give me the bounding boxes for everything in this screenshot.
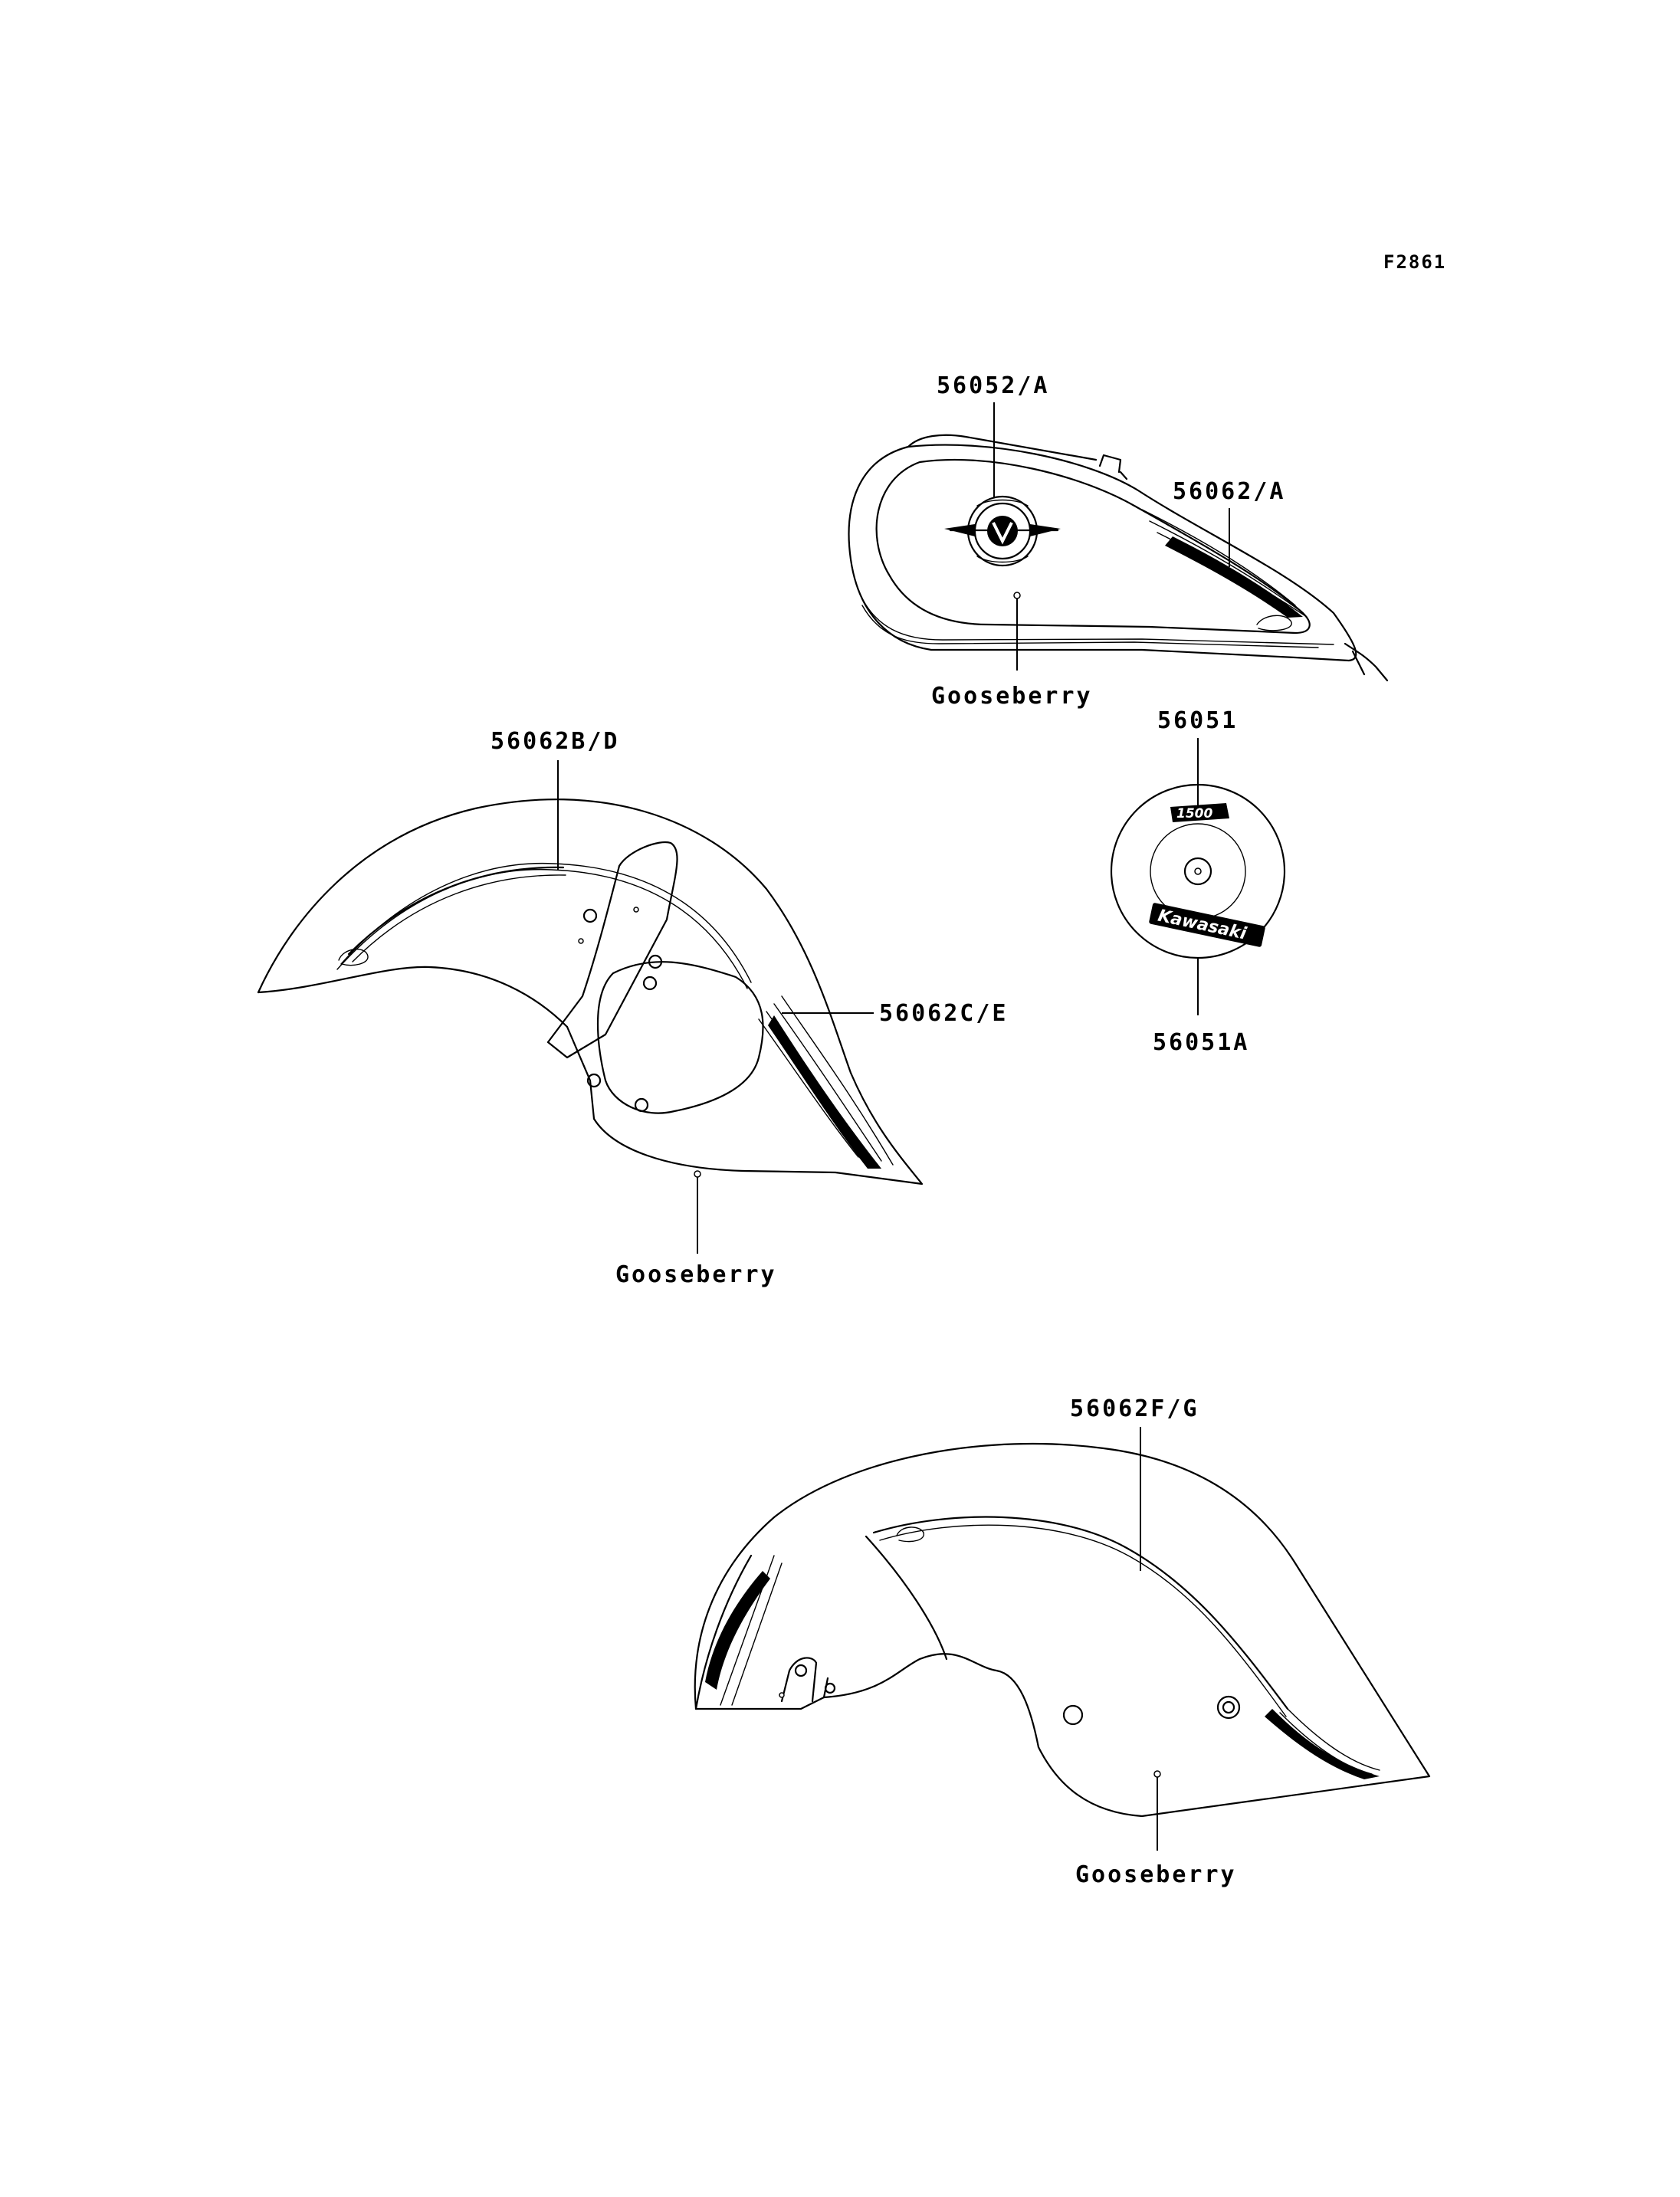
front-fender — [258, 799, 922, 1184]
callout-front-fender-color: Gooseberry — [615, 1261, 777, 1288]
tank-emblem — [944, 497, 1061, 566]
callout-cover-bottom: 56051A — [1153, 1029, 1250, 1056]
svg-text:1500: 1500 — [1176, 806, 1213, 821]
cover-badge-1500 — [1170, 803, 1229, 822]
cover-badge-kawasaki — [1149, 903, 1266, 948]
fuel-tank — [849, 435, 1387, 680]
svg-text:Kawasaki: Kawasaki — [1156, 906, 1249, 944]
callout-tank-color: Gooseberry — [931, 683, 1093, 710]
callout-front-fender-stripe-lower: 56062C/E — [879, 1000, 1009, 1027]
callout-front-fender-stripe-upper: 56062B/D — [491, 728, 620, 755]
callout-rear-fender-color: Gooseberry — [1075, 1861, 1237, 1888]
callout-tank-stripe: 56062/A — [1173, 478, 1286, 505]
callout-rear-fender-stripe: 56062F/G — [1070, 1395, 1199, 1422]
figure-id: F2861 — [1383, 251, 1447, 273]
round-cover — [1111, 785, 1285, 958]
callout-tank-emblem: 56052/A — [937, 372, 1050, 399]
rear-fender — [695, 1444, 1429, 1816]
callout-cover-top: 56051 — [1157, 707, 1239, 734]
